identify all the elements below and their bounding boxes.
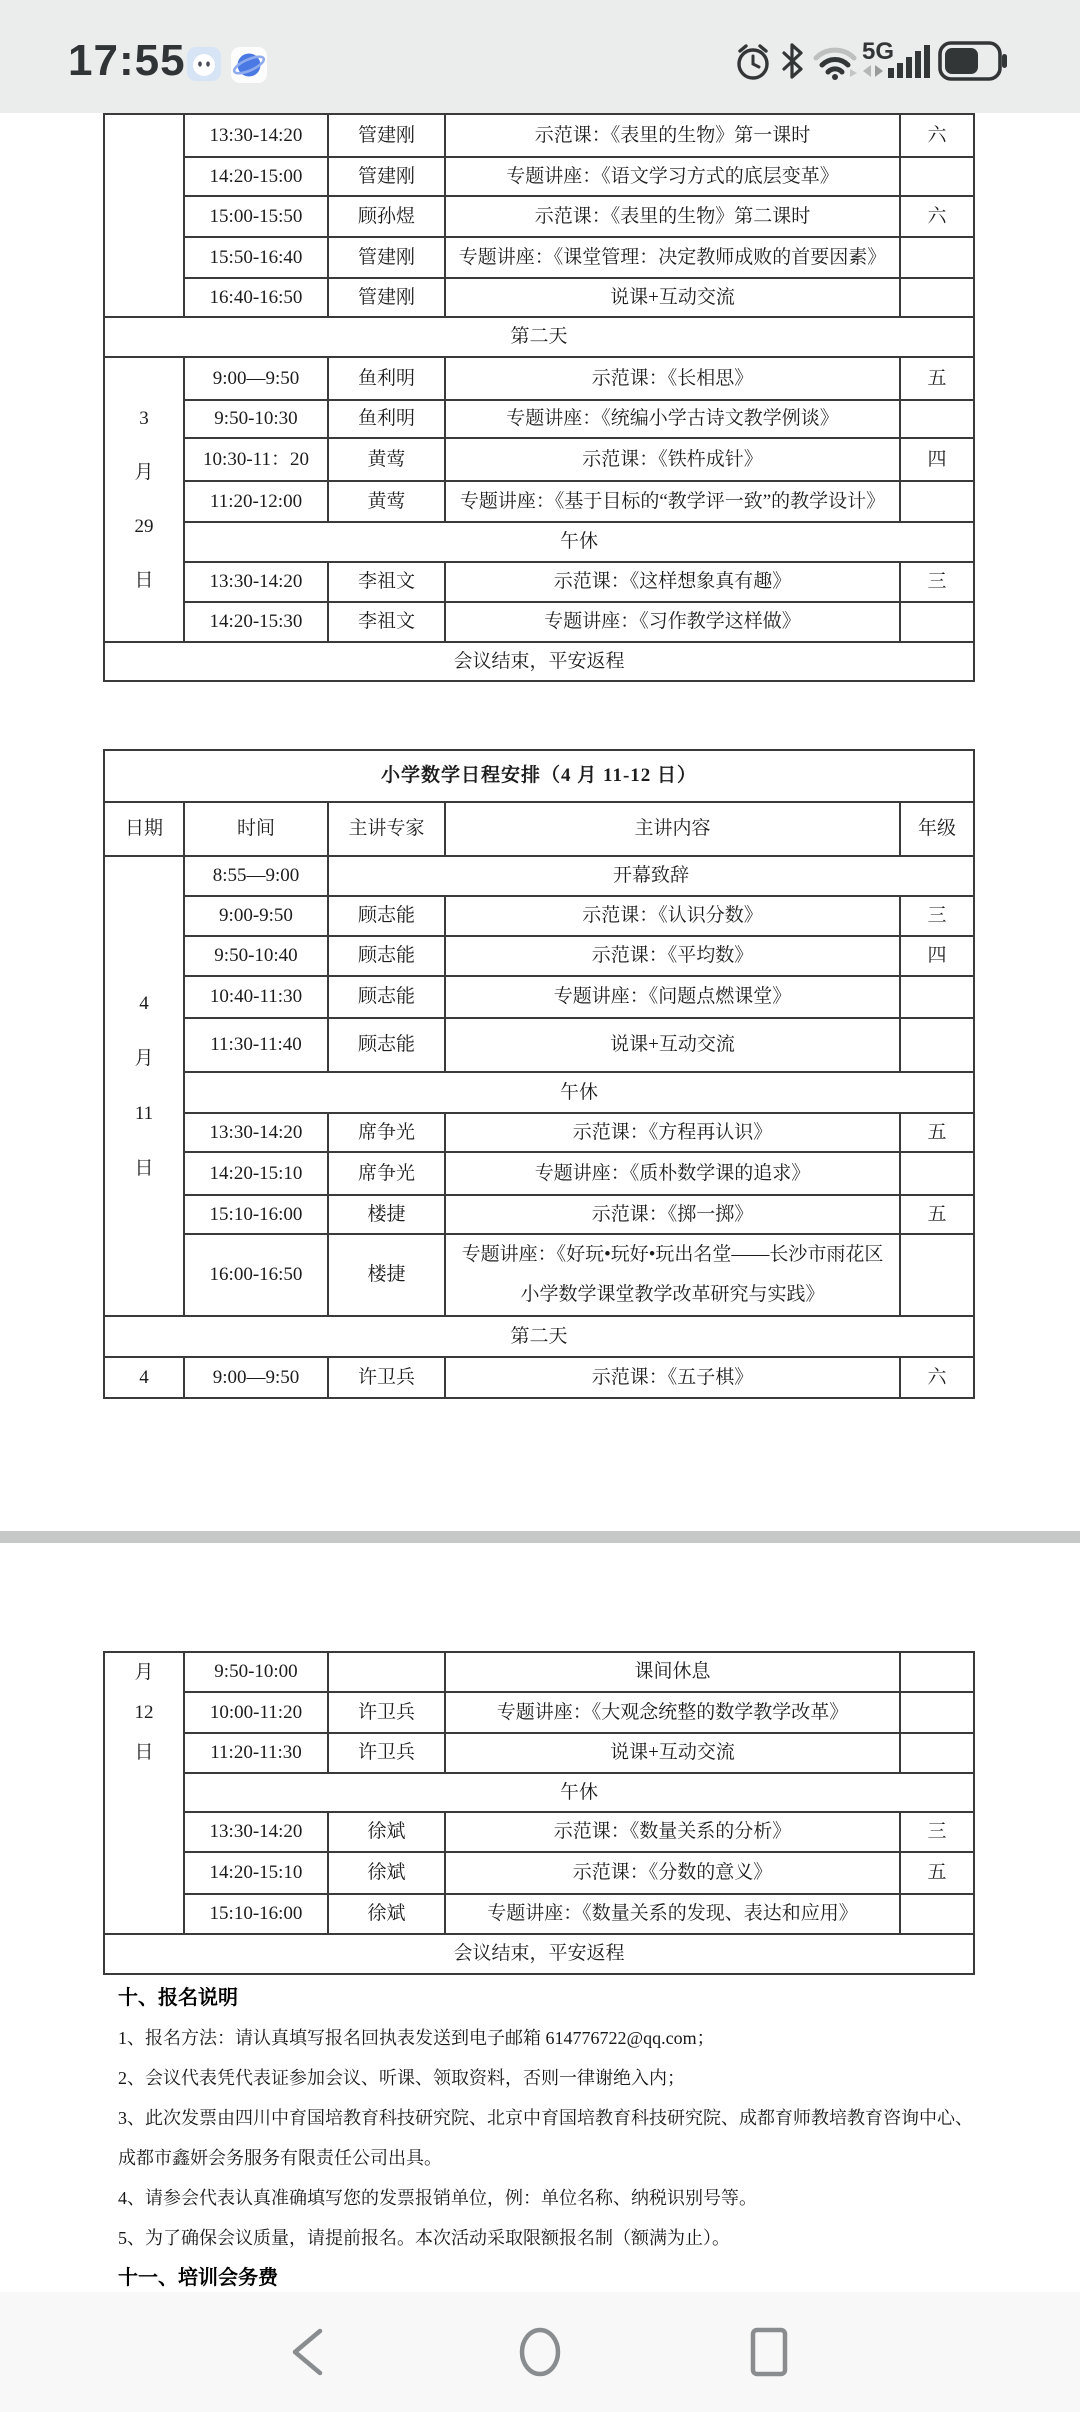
schedule-table-math [103, 749, 975, 1399]
status-bar [0, 0, 1080, 113]
table-row [104, 114, 974, 157]
cell-speaker: 许卫兵 [328, 1733, 445, 1773]
cell-grade [900, 1894, 974, 1934]
cell-time: 14:20-15:10 [184, 1152, 328, 1195]
cell-grade [900, 1018, 974, 1072]
cell-time: 16:40-16:50 [184, 278, 328, 317]
cell-time: 10:30-11：20 [184, 438, 328, 481]
cell-time: 11:30-11:40 [184, 1018, 328, 1072]
cell-content: 专题讲座：《习作教学这样做》 [445, 602, 900, 642]
schedule-table-chinese-day2 [103, 113, 975, 682]
cell-content: 说课+互动交流 [445, 1018, 900, 1072]
cell-content: 说课+互动交流 [445, 278, 900, 317]
cell-content: 专题讲座：《语文学习方式的底层变革》 [445, 157, 900, 196]
cell-merged: 开幕致辞 [328, 856, 974, 896]
cell-time: 13:30-14:20 [184, 1812, 328, 1852]
cell-time: 11:20-11:30 [184, 1733, 328, 1773]
cell-time: 10:40-11:30 [184, 976, 328, 1018]
cell-speaker: 席争光 [328, 1113, 445, 1152]
table-row [104, 1152, 974, 1195]
dual-sim-arrows-icon [862, 64, 888, 78]
cell-grade [900, 400, 974, 438]
table-row [104, 317, 974, 357]
recents-button[interactable] [740, 2322, 800, 2382]
cell-time: 9:00-9:50 [184, 896, 328, 936]
note-item: 1、报名方法：请认真填写报名回执表发送到电子邮箱 614776722@qq.com； [118, 2028, 715, 2048]
cell-time: 10:00-11:20 [184, 1692, 328, 1733]
app-face-icon [187, 47, 221, 81]
cell-content: 示范课：《表里的生物》第一课时 [445, 114, 900, 157]
cell-speaker: 管建刚 [328, 237, 445, 278]
cell-content: 专题讲座：《统编小学古诗文教学例谈》 [445, 400, 900, 438]
table-row [104, 196, 974, 237]
cell-noon: 午休 [184, 1773, 974, 1812]
table-row [104, 1733, 974, 1773]
notes-section [118, 1978, 974, 2298]
cell-header: 时间 [184, 802, 328, 856]
cell-speaker: 楼捷 [328, 1234, 445, 1316]
cell-grade [900, 481, 974, 522]
cell-date [104, 114, 184, 317]
cell-content: 示范课：《方程再认识》 [445, 1113, 900, 1152]
cell-grade: 五 [900, 1195, 974, 1234]
notes-heading-fee: 十一、培训会务费 [118, 2267, 278, 2289]
cell-time: 9:00—9:50 [184, 1357, 328, 1398]
table-row [104, 856, 974, 896]
cell-grade: 三 [900, 896, 974, 936]
note-item: 3、此次发票由四川中育国培教育科技研究院、北京中育国培教育科技研究院、成都育师教培教育咨询中心、成都市鑫妍会务服务有限责任公司出具。 [118, 2108, 973, 2168]
cell-grade: 四 [900, 438, 974, 481]
note-item: 2、会议代表凭代表证参加会议、听课、领取资料，否则一律谢绝入内； [118, 2068, 685, 2088]
cell-content: 专题讲座：《课堂管理：决定教师成败的首要因素》 [445, 237, 900, 278]
cell-content: 说课+互动交流 [445, 1733, 900, 1773]
table-row [104, 1652, 974, 1692]
cell-time: 15:10-16:00 [184, 1195, 328, 1234]
cell-content: 专题讲座：《数量关系的发现、表达和应用》 [445, 1894, 900, 1934]
cell-grade: 五 [900, 357, 974, 400]
table-row [104, 1357, 974, 1398]
table-row [104, 1852, 974, 1894]
status-time: 17:55 [68, 36, 186, 85]
cell-time: 9:50-10:40 [184, 936, 328, 976]
table-row [104, 481, 974, 522]
table-row [104, 278, 974, 317]
cell-speaker: 顾志能 [328, 1018, 445, 1072]
table-row [104, 642, 974, 681]
cell-grade [900, 157, 974, 196]
cell-grade [900, 1652, 974, 1692]
cell-title: 小学数学日程安排（4 月 11-12 日） [104, 750, 974, 802]
table-row [104, 1692, 974, 1733]
note-item: 5、为了确保会议质量，请提前报名。本次活动采取限额报名制（额满为止）。 [118, 2228, 730, 2248]
cell-grade [900, 278, 974, 317]
cell-time: 15:10-16:00 [184, 1894, 328, 1934]
cell-closing: 会议结束，平安返程 [104, 1934, 974, 1974]
cell-speaker: 顾志能 [328, 896, 445, 936]
cell-date: 4 月 11 日 [104, 856, 184, 1316]
table-row [104, 237, 974, 278]
cell-content: 专题讲座：《基于目标的“教学评一致”的教学设计》 [445, 481, 900, 522]
cell-time: 8:55—9:00 [184, 856, 328, 896]
cell-header: 主讲专家 [328, 802, 445, 856]
cell-speaker: 徐斌 [328, 1852, 445, 1894]
cell-speaker: 顾志能 [328, 976, 445, 1018]
notes-heading-signup: 十、报名说明 [118, 1987, 238, 2009]
cell-grade [900, 602, 974, 642]
battery-icon [938, 41, 1008, 81]
cell-grade: 六 [900, 114, 974, 157]
cell-speaker: 许卫兵 [328, 1357, 445, 1398]
cell-grade: 四 [900, 936, 974, 976]
cell-closing: 会议结束，平安返程 [104, 642, 974, 681]
cell-time: 15:50-16:40 [184, 237, 328, 278]
cell-date: 3 月 29 日 [104, 357, 184, 642]
cell-header: 日期 [104, 802, 184, 856]
cell-speaker: 徐斌 [328, 1812, 445, 1852]
table-row [104, 1018, 974, 1072]
cell-header: 主讲内容 [445, 802, 900, 856]
schedule-table-math-day2 [103, 1651, 975, 1975]
cell-speaker: 黄莺 [328, 481, 445, 522]
cell-grade [900, 1692, 974, 1733]
table-row [104, 1195, 974, 1234]
cell-time: 13:30-14:20 [184, 562, 328, 602]
cell-speaker: 顾志能 [328, 936, 445, 976]
cell-grade [900, 1152, 974, 1195]
cell-daybreak: 第二天 [104, 317, 974, 357]
cell-content: 示范课：《平均数》 [445, 936, 900, 976]
cell-speaker: 李祖文 [328, 602, 445, 642]
cell-grade: 三 [900, 1812, 974, 1852]
app-planet-icon [231, 47, 267, 83]
cell-speaker: 许卫兵 [328, 1692, 445, 1733]
table-row [104, 1234, 974, 1316]
table-row [104, 896, 974, 936]
cell-time: 14:20-15:30 [184, 602, 328, 642]
cell-content: 示范课：《五子棋》 [445, 1357, 900, 1398]
cell-grade: 六 [900, 196, 974, 237]
table-row [104, 1812, 974, 1852]
cell-content: 专题讲座：《大观念统整的数学教学改革》 [445, 1692, 900, 1733]
table-row [104, 1934, 974, 1974]
wifi-icon [812, 44, 860, 82]
cell-speaker: 顾孙煜 [328, 196, 445, 237]
table-row [104, 1113, 974, 1152]
note-item: 4、请参会代表认真准确填写您的发票报销单位，例：单位名称、纳税识别号等。 [118, 2188, 757, 2208]
cell-grade: 五 [900, 1113, 974, 1152]
cell-daybreak: 第二天 [104, 1316, 974, 1357]
page-separator [0, 1531, 1080, 1543]
cell-grade: 五 [900, 1852, 974, 1894]
table-row [104, 1773, 974, 1812]
cell-speaker: 席争光 [328, 1152, 445, 1195]
cell-grade: 六 [900, 1357, 974, 1398]
table-row [104, 157, 974, 196]
cell-grade [900, 976, 974, 1018]
signal-bars-icon [888, 44, 932, 78]
cell-content: 专题讲座：《好玩•玩好•玩出名堂——长沙市雨花区 小学数学课堂教学改革研究与实践》 [445, 1234, 900, 1316]
table-row [104, 802, 974, 856]
cell-time: 9:50-10:00 [184, 1652, 328, 1692]
cell-speaker [328, 1652, 445, 1692]
cell-content: 示范课：《长相思》 [445, 357, 900, 400]
table-row [104, 976, 974, 1018]
cell-time: 13:30-14:20 [184, 114, 328, 157]
cell-content: 示范课：《铁杵成针》 [445, 438, 900, 481]
cell-grade: 三 [900, 562, 974, 602]
cell-content: 专题讲座：《质朴数学课的追求》 [445, 1152, 900, 1195]
table-row [104, 1072, 974, 1113]
cell-time: 9:00—9:50 [184, 357, 328, 400]
table-row [104, 1894, 974, 1934]
cell-speaker: 李祖文 [328, 562, 445, 602]
cell-speaker: 鱼利明 [328, 400, 445, 438]
home-button[interactable] [510, 2322, 570, 2382]
table-row [104, 522, 974, 562]
cell-content: 示范课：《表里的生物》第二课时 [445, 196, 900, 237]
bluetooth-icon [781, 42, 805, 80]
alarm-icon [733, 42, 773, 82]
cell-noon: 午休 [184, 1072, 974, 1113]
cell-content: 专题讲座：《问题点燃课堂》 [445, 976, 900, 1018]
table-row [104, 562, 974, 602]
cell-speaker: 徐斌 [328, 1894, 445, 1934]
table-row [104, 400, 974, 438]
table-row [104, 936, 974, 976]
network-type-label: 5G [862, 38, 895, 65]
cell-content: 示范课：《认识分数》 [445, 896, 900, 936]
table-row [104, 438, 974, 481]
cell-content: 示范课：《掷一掷》 [445, 1195, 900, 1234]
cell-speaker: 管建刚 [328, 114, 445, 157]
cell-time: 13:30-14:20 [184, 1113, 328, 1152]
cell-time: 9:50-10:30 [184, 400, 328, 438]
cell-content: 课间休息 [445, 1652, 900, 1692]
back-button[interactable] [280, 2322, 340, 2382]
cell-header: 年级 [900, 802, 974, 856]
cell-grade [900, 1234, 974, 1316]
cell-speaker: 管建刚 [328, 157, 445, 196]
table-row [104, 357, 974, 400]
cell-content: 示范课：《分数的意义》 [445, 1852, 900, 1894]
cell-time: 14:20-15:10 [184, 1852, 328, 1894]
cell-content: 示范课：《这样想象真有趣》 [445, 562, 900, 602]
cell-noon: 午休 [184, 522, 974, 562]
cell-speaker: 管建刚 [328, 278, 445, 317]
table-row [104, 602, 974, 642]
cell-speaker: 楼捷 [328, 1195, 445, 1234]
navigation-bar [0, 2292, 1080, 2412]
table-row [104, 750, 974, 802]
cell-speaker: 黄莺 [328, 438, 445, 481]
cell-time: 11:20-12:00 [184, 481, 328, 522]
cell-time: 16:00-16:50 [184, 1234, 328, 1316]
cell-date: 月 12 日 [104, 1652, 184, 1934]
cell-content: 示范课：《数量关系的分析》 [445, 1812, 900, 1852]
cell-grade [900, 1733, 974, 1773]
cell-time: 14:20-15:00 [184, 157, 328, 196]
cell-grade [900, 237, 974, 278]
cell-date: 4 [104, 1357, 184, 1398]
cell-time: 15:00-15:50 [184, 196, 328, 237]
table-row [104, 1316, 974, 1357]
cell-speaker: 鱼利明 [328, 357, 445, 400]
